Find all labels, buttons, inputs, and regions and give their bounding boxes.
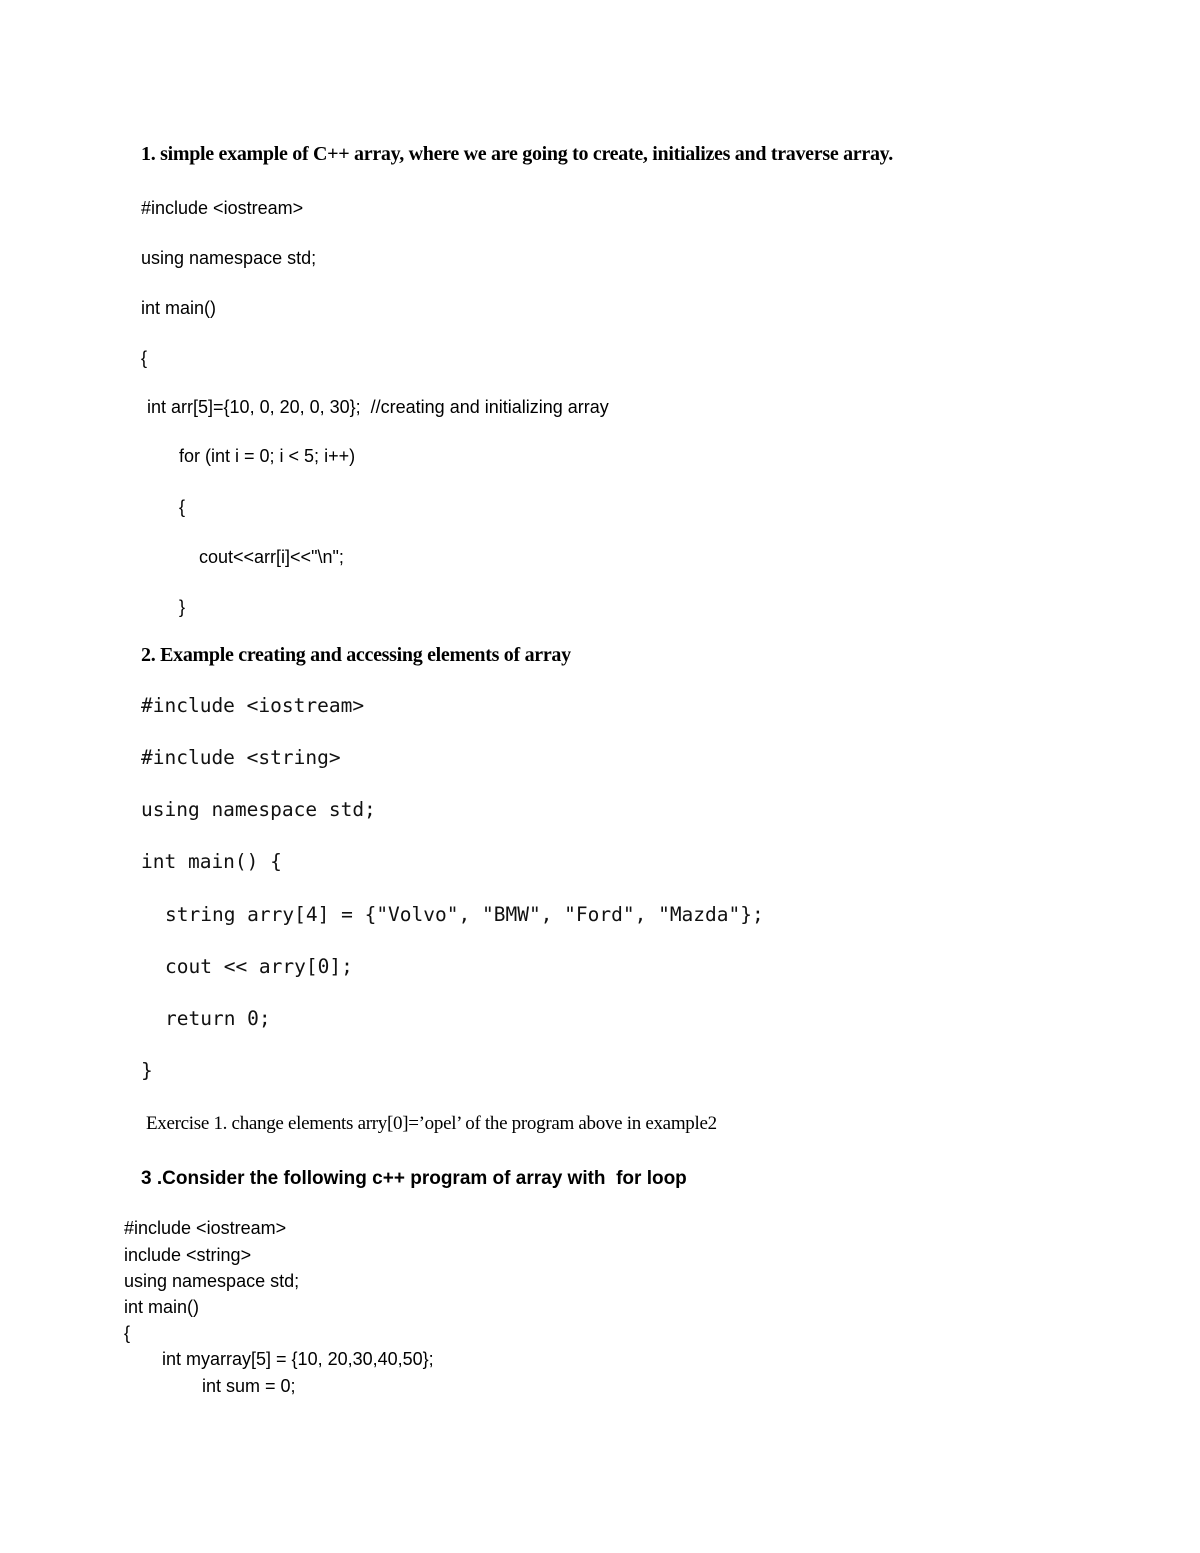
code-line: #include <string> xyxy=(141,746,341,769)
code-line: int myarray[5] = {10, 20,30,40,50}; xyxy=(162,1349,434,1369)
code-line: int main() xyxy=(141,298,217,318)
code-line: } xyxy=(179,597,186,617)
code-line: { xyxy=(124,1323,131,1343)
code-line: #include <iostream> xyxy=(141,694,365,717)
code-line: } xyxy=(141,1059,153,1082)
code-line: int main() { xyxy=(141,850,282,873)
code-line: #include <iostream> xyxy=(141,198,304,218)
code-line: string arry[4] = {"Volvo", "BMW", "Ford", "Mazda"}; xyxy=(165,903,764,926)
code-line: #include <iostream> xyxy=(124,1218,287,1238)
code-line: return 0; xyxy=(165,1007,271,1030)
section-2-heading: 2. Example creating and accessing elements of array xyxy=(141,644,571,666)
code-line: for (int i = 0; i < 5; i++) xyxy=(179,446,356,466)
code-line: int arr[5]={10, 0, 20, 0, 30}; //creating and initializing array xyxy=(147,397,609,417)
code-line: cout << arry[0]; xyxy=(165,955,353,978)
exercise-1-text: Exercise 1. change elements arry[0]=’opel’ of the program above in example2 xyxy=(146,1113,717,1134)
code-line: { xyxy=(179,497,186,517)
section-1-heading: 1. simple example of C++ array, where we are going to create, initializes and traverse array. xyxy=(141,143,893,165)
code-line: using namespace std; xyxy=(141,798,376,821)
code-line: using namespace std; xyxy=(124,1271,300,1291)
code-line: cout<<arr[i]<<"\n"; xyxy=(199,547,344,567)
section-3-heading: 3 .Consider the following c++ program of array with for loop xyxy=(141,1168,687,1189)
code-line: { xyxy=(141,348,148,368)
code-line: int sum = 0; xyxy=(202,1376,296,1396)
code-line: include <string> xyxy=(124,1245,252,1265)
code-line: using namespace std; xyxy=(141,248,317,268)
code-line: int main() xyxy=(124,1297,200,1317)
